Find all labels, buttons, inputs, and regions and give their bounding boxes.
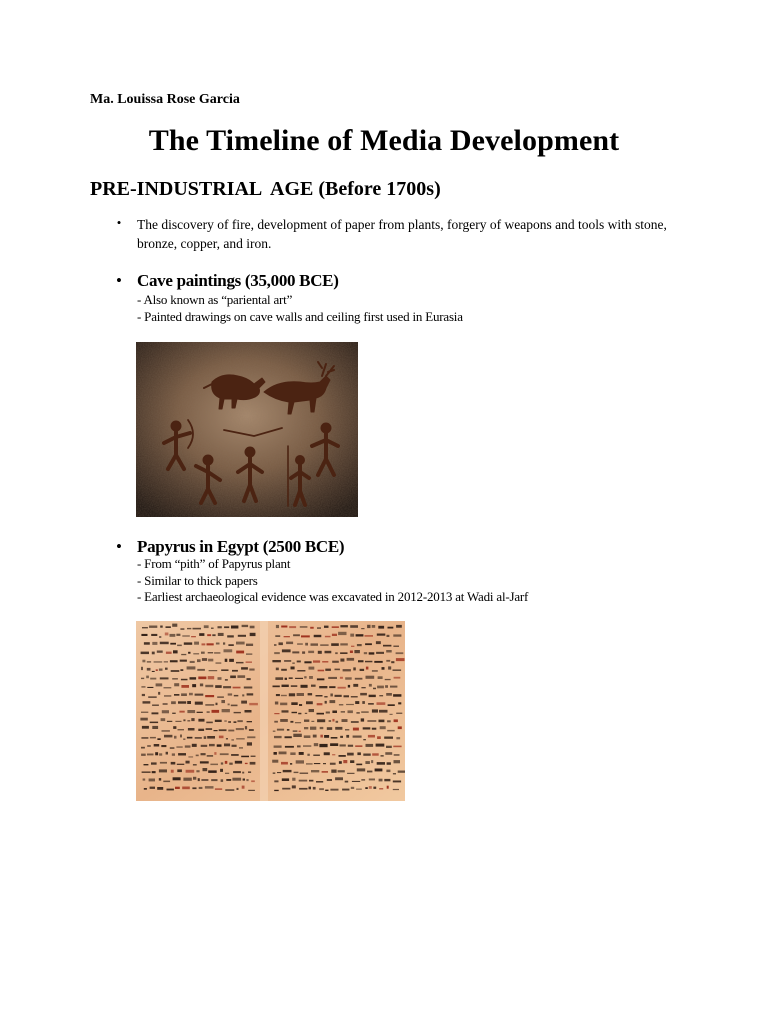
entry-title-cave-paintings: Cave paintings (35,000 BCE)	[137, 271, 339, 290]
document-title: The Timeline of Media Development	[148, 124, 620, 157]
entry-line: - From “pith” of Papyrus plant	[137, 556, 291, 571]
entry-lines-papyrus	[137, 556, 528, 606]
bullet-intro: •	[116, 215, 122, 230]
entry-line: - Painted drawings on cave walls and ceiling first used in Eurasia	[137, 308, 463, 324]
section-heading: PRE-INDUSTRIAL AGE (Before 1700s)	[90, 178, 441, 200]
cave-painting-image	[136, 342, 358, 517]
entry-line: - Also known as “pariental art”	[137, 292, 293, 307]
bullet-papyrus: •	[116, 537, 122, 556]
entry-lines-cave-paintings	[137, 292, 463, 325]
entry-title-papyrus: Papyrus in Egypt (2500 BCE)	[137, 537, 345, 556]
author-name: Ma. Louissa Rose Garcia	[90, 92, 240, 107]
intro-paragraph: The discovery of fire, development of paper from plants, forgery of weapons and tools with stone, bronze, copper, and iron.	[137, 217, 667, 251]
entry-line: - Similar to thick papers	[137, 572, 258, 588]
papyrus-image	[136, 621, 405, 801]
entry-line: - Earliest archaeological evidence was excavated in 2012-2013 at Wadi al-Jarf	[137, 589, 529, 604]
bullet-cave-paintings: •	[116, 271, 122, 290]
